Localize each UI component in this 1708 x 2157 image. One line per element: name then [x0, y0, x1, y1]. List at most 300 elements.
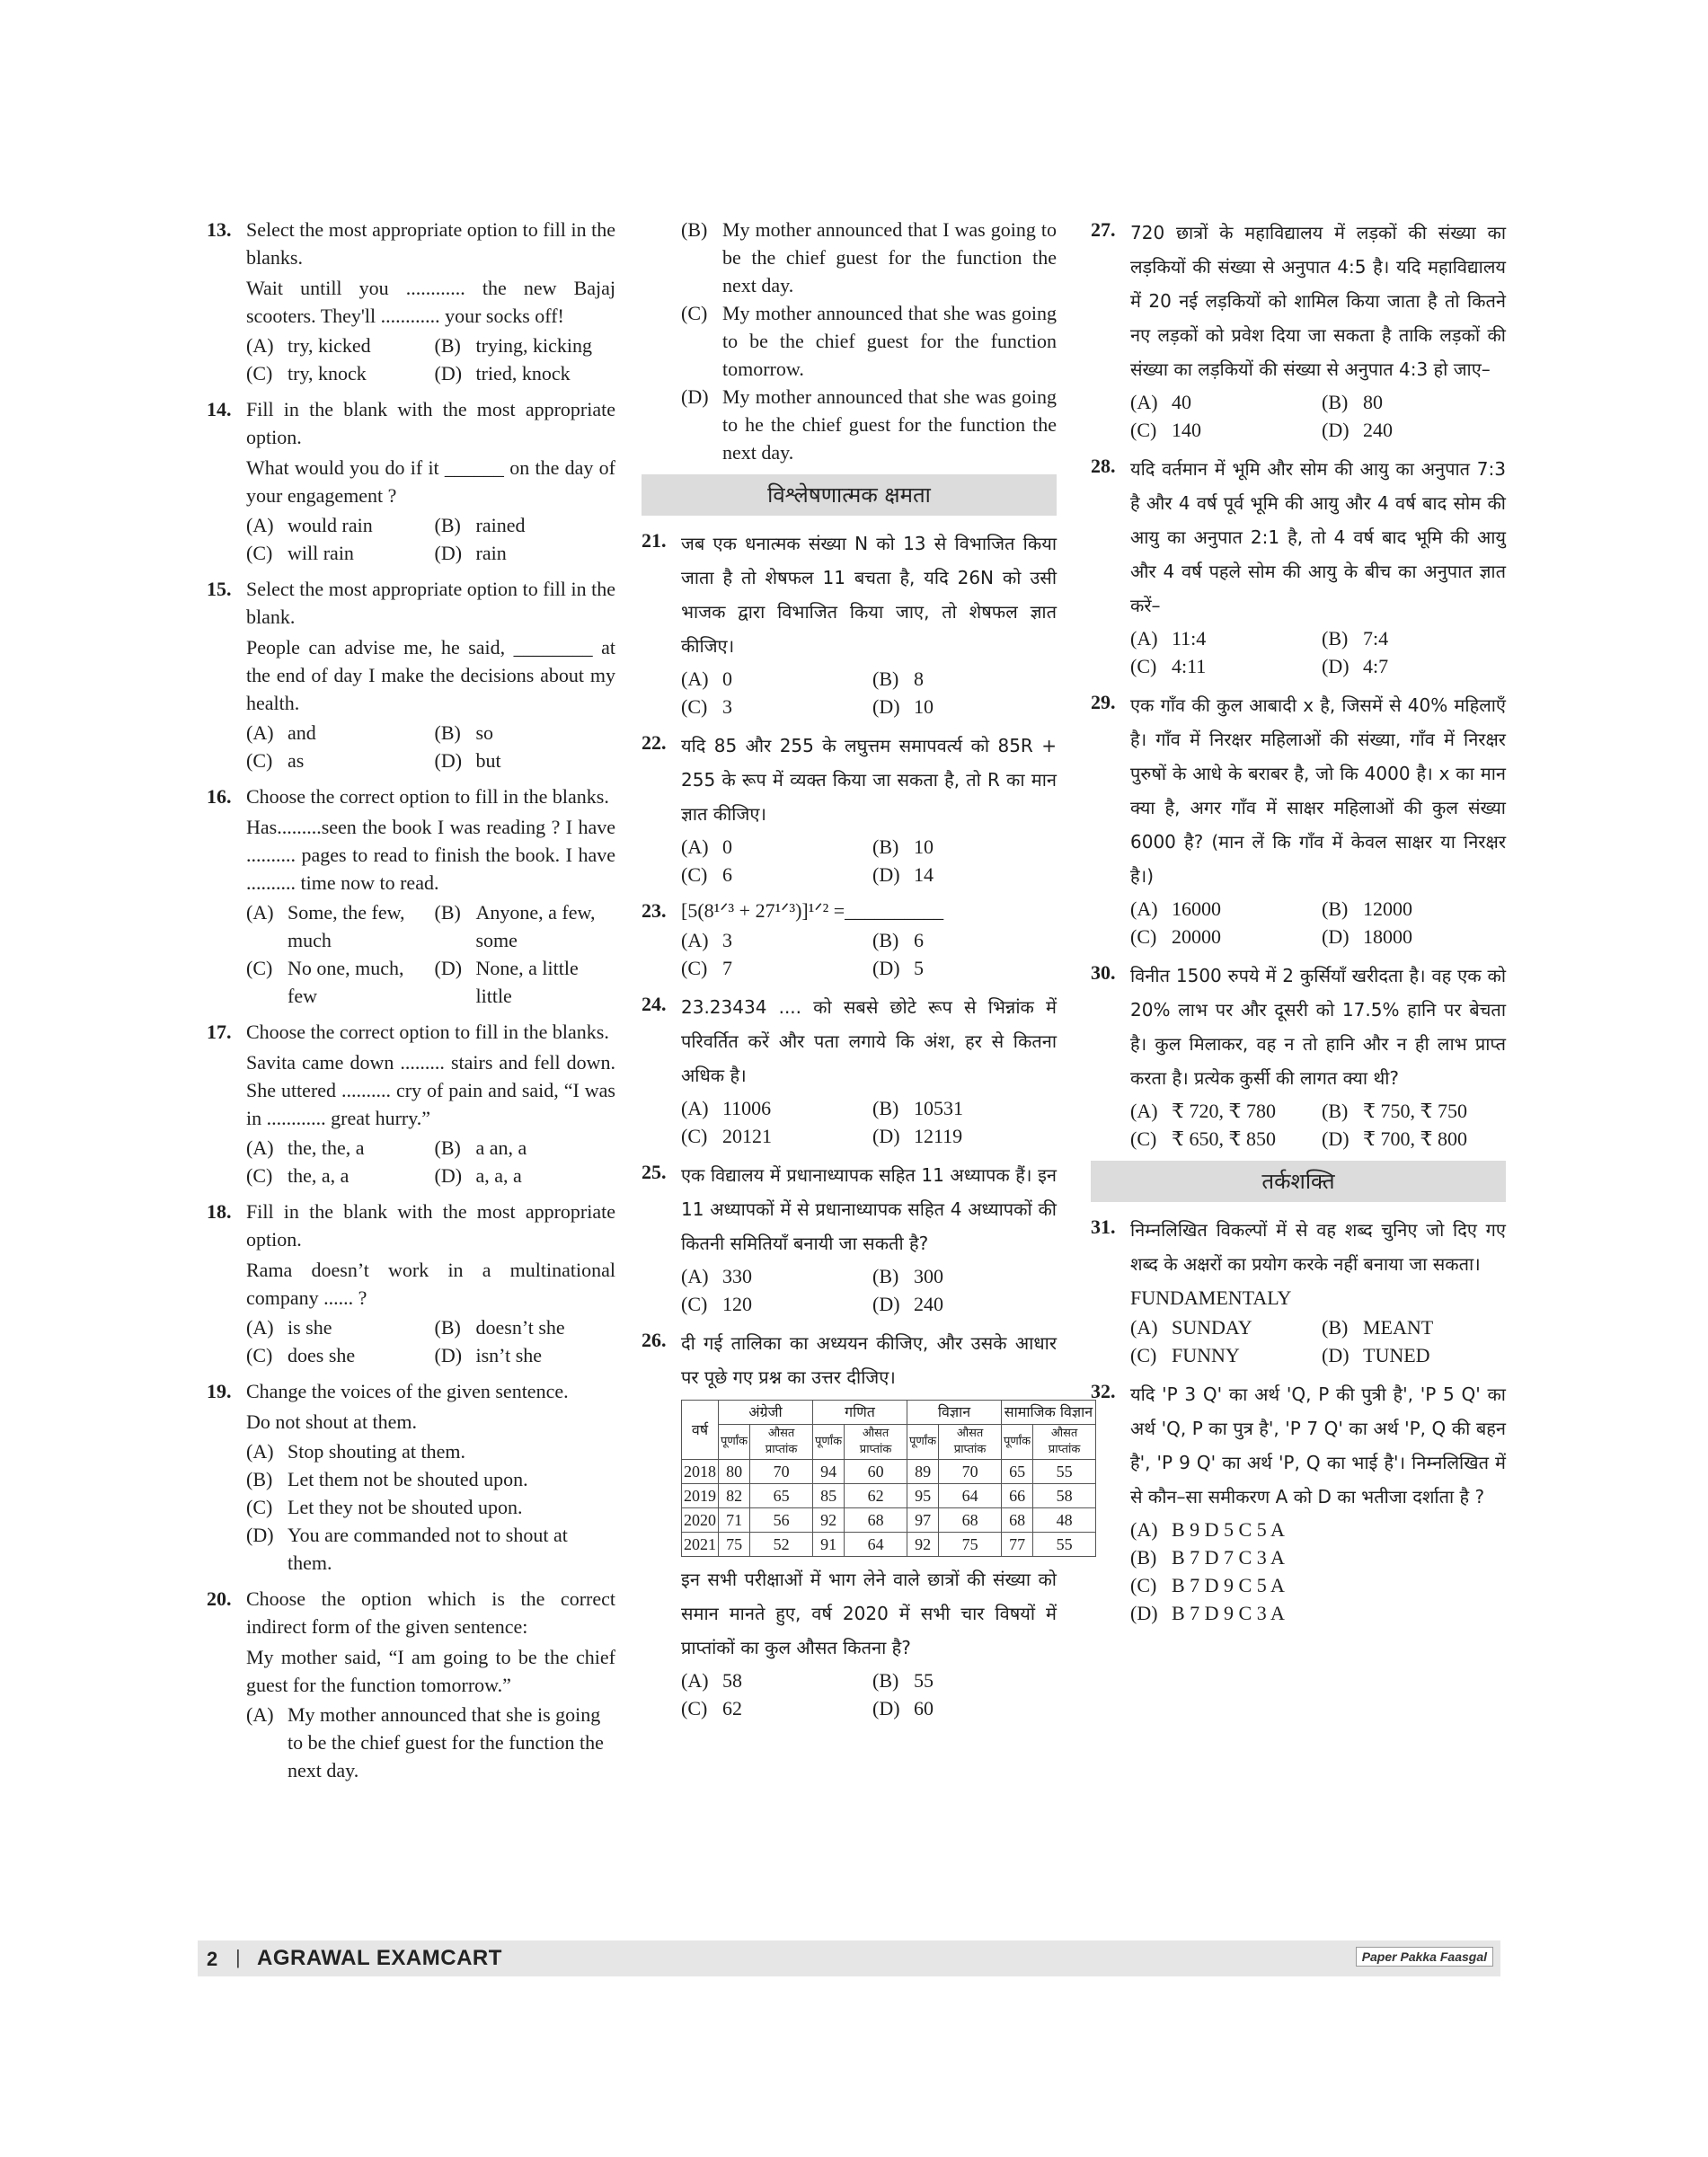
option-text: 10: [914, 835, 934, 858]
option-label: (C): [1130, 925, 1157, 948]
option-text: ₹ 700, ₹ 800: [1363, 1127, 1467, 1150]
option: [1322, 416, 1506, 444]
table-cell: 68: [845, 1508, 907, 1533]
option-text: My mother announced that she was going to he the chief guest for the function the next day.: [722, 385, 1057, 464]
table-cell: 62: [845, 1484, 907, 1508]
question-sentence: Has.........seen the book I was reading ? I have .......... pages to read to finish the book. I have .......... time now to read.: [246, 816, 615, 894]
question-15: [207, 575, 615, 774]
option-label: (C): [246, 749, 273, 772]
table-cell: 68: [939, 1508, 1002, 1533]
options-group: [681, 665, 1057, 720]
options-group: [246, 719, 615, 774]
option-text: 3: [722, 929, 732, 951]
column-2: [642, 216, 1093, 1730]
option-text: B 7 D 9 C 5 A: [1172, 1574, 1285, 1596]
option: [681, 861, 865, 888]
option-label: (D): [434, 957, 463, 979]
option: [1322, 895, 1506, 923]
table-cell: 77: [1002, 1533, 1033, 1557]
options-group: [681, 926, 1057, 982]
option: [1130, 652, 1314, 680]
option-text: Anyone, a few, some: [475, 901, 596, 951]
option-text: a, a, a: [475, 1164, 522, 1187]
option-label: (A): [1130, 1100, 1158, 1122]
table-cell: 85: [813, 1484, 845, 1508]
option-label: (C): [246, 362, 273, 385]
table-cell: 58: [1033, 1484, 1096, 1508]
options-group: [1130, 388, 1506, 444]
option-label: (A): [681, 1097, 709, 1119]
table-cell: 65: [1002, 1460, 1033, 1484]
option-text: ₹ 750, ₹ 750: [1363, 1100, 1467, 1122]
option-label: (A): [1130, 627, 1158, 650]
option-label: (B): [872, 667, 899, 690]
options-group: [246, 511, 615, 567]
option: [1322, 1341, 1506, 1369]
option-label: (B): [434, 721, 461, 744]
option-text: My mother announced that she is going to be the chief guest for the function the next day.: [288, 1703, 604, 1781]
option: [246, 1341, 428, 1369]
options-group: [1130, 624, 1506, 680]
column-1: [207, 216, 615, 1792]
option-label: (C): [681, 863, 708, 886]
option-text: None, a little little: [475, 957, 579, 1007]
option-text: Let they not be shouted upon.: [288, 1496, 523, 1518]
option-label: (A): [1130, 391, 1158, 413]
option-text: isn’t she: [475, 1344, 543, 1366]
option-text: 20000: [1172, 925, 1221, 948]
option: [681, 383, 1057, 466]
option: [435, 539, 616, 567]
option-text: try, knock: [288, 362, 367, 385]
question-sentence: What would you do if it ______ on the day of your engagement ?: [246, 456, 615, 507]
question-text: Select the most appropriate option to fill in the blank.: [246, 578, 615, 628]
option: [246, 747, 428, 774]
question-number: 20.: [207, 1587, 232, 1610]
table-cell: 48: [1033, 1508, 1096, 1533]
table-cell: 91: [813, 1533, 845, 1557]
option-text: 40: [1172, 391, 1191, 413]
table-cell: 65: [750, 1484, 813, 1508]
option: [435, 511, 616, 539]
question-text: Choose the correct option to fill in the blanks.: [246, 785, 609, 808]
question-number: 22.: [642, 731, 667, 754]
option: [1130, 1599, 1506, 1627]
option: [246, 1134, 428, 1162]
table-subject-header: सामाजिक विज्ञान: [1002, 1401, 1096, 1425]
option-text: 11006: [722, 1097, 772, 1119]
option-text: Stop shouting at them.: [288, 1440, 465, 1463]
option-label: (C): [1130, 419, 1157, 441]
marks-table: [681, 1400, 1096, 1557]
option: [872, 1122, 1057, 1150]
option: [246, 1162, 428, 1189]
question-32: [1091, 1377, 1506, 1627]
option: [435, 954, 616, 1010]
question-number: 15.: [207, 578, 232, 600]
options-group: [246, 1437, 615, 1577]
option-label: (D): [246, 1524, 274, 1546]
option: [681, 665, 865, 693]
question-number: 24.: [642, 993, 667, 1015]
option-text: You are commanded not to shout at them.: [288, 1524, 568, 1574]
option: [872, 1262, 1057, 1290]
option: [1130, 388, 1314, 416]
question-number: 29.: [1091, 691, 1116, 713]
option-text: will rain: [288, 542, 354, 564]
option-text: a an, a: [475, 1136, 527, 1159]
section-heading: तर्कशक्ति: [1091, 1161, 1506, 1202]
option-label: (D): [1322, 655, 1350, 677]
option: [872, 833, 1057, 861]
question-text: जब एक धनात्मक संख्या N को 13 से विभाजित किया जाता है तो शेषफल 11 बचता है, यदि 26N को उसी भाजक द्वारा विभाजित किया जाए, तो शेषफल ज्ञात कीजिए।: [681, 533, 1057, 657]
option-text: B 9 D 5 C 5 A: [1172, 1518, 1285, 1541]
table-subject-header: गणित: [813, 1401, 907, 1425]
question-23: [642, 897, 1057, 982]
option: [872, 926, 1057, 954]
option-text: FUNNY: [1172, 1344, 1240, 1366]
question-sentence: Rama doesn’t work in a multinational company ...... ?: [246, 1259, 615, 1309]
question-22: [642, 729, 1057, 888]
option: [1130, 416, 1314, 444]
option-label: (A): [1130, 897, 1158, 920]
option-text: 7:4: [1363, 627, 1389, 650]
table-cell: 68: [1002, 1508, 1033, 1533]
option-label: (C): [246, 957, 273, 979]
option: [246, 1465, 615, 1493]
table-cell: 75: [719, 1533, 750, 1557]
question-text: [5(8¹ᐟ³ + 27¹ᐟ³)]¹ᐟ² =__________: [681, 899, 944, 922]
question-number: 31.: [1091, 1216, 1116, 1238]
table-cell: 82: [719, 1484, 750, 1508]
option: [1130, 1097, 1314, 1125]
question-21: [642, 526, 1057, 720]
question-text: यदि 85 और 255 के लघुत्तम समापवर्त्य को 85R + 255 के रूप में व्यक्त किया जा सकता है, तो R का मान ज्ञात कीजिए।: [681, 735, 1057, 825]
option-label: (B): [1322, 627, 1349, 650]
table-cell: 60: [845, 1460, 907, 1484]
table-cell: 64: [939, 1484, 1002, 1508]
question-16: [207, 782, 615, 1010]
option-label: (D): [872, 695, 900, 718]
question-text: Select the most appropriate option to fill in the blanks.: [246, 218, 615, 269]
option-text: try, kicked: [288, 334, 371, 357]
option: [246, 332, 428, 359]
option-text: but: [475, 749, 501, 772]
table-sub-header: पूर्णांक: [1002, 1425, 1033, 1460]
table-cell: 2021: [682, 1533, 719, 1557]
footer-separator: |: [235, 1946, 241, 1968]
question-text: Change the voices of the given sentence.: [246, 1380, 569, 1402]
question-text: इन सभी परीक्षाओं में भाग लेने वाले छात्रों की संख्या को समान मानते हुए, वर्ष 2020 में सभी चार विषयों में प्राप्तांकों का कुल औसत कितना है?: [681, 1569, 1057, 1658]
question-text: यदि 'P 3 Q' का अर्थ 'Q, P की पुत्री है', 'P 5 Q' का अर्थ 'Q, P का पुत्र है', 'P 7 Q' का अर्थ 'P, Q की बहन है', 'P 9 Q' का अर्थ 'P, Q का भाई है'। निम्नलिखित में से कौन–सा समीकरण A को D का भतीजा दर्शाता है ?: [1130, 1383, 1506, 1507]
options-group: [1130, 1313, 1506, 1369]
option-text: 12000: [1363, 897, 1412, 920]
option: [681, 926, 865, 954]
option: [1322, 1125, 1506, 1153]
question-text: Choose the correct option to fill in the blanks.: [246, 1021, 609, 1043]
option: [246, 1701, 615, 1784]
option-label: (D): [1322, 1344, 1350, 1366]
options-group: [681, 833, 1057, 888]
table-subject-header: विज्ञान: [907, 1401, 1002, 1425]
option: [872, 954, 1057, 982]
option-text: 10531: [914, 1097, 963, 1119]
option-label: (A): [246, 1703, 274, 1726]
option-label: (B): [246, 1468, 273, 1490]
option: [681, 693, 865, 720]
option-text: trying, kicking: [475, 334, 593, 357]
option-text: 18000: [1363, 925, 1412, 948]
option-text: 55: [914, 1669, 934, 1692]
option-label: (A): [681, 835, 709, 858]
option: [246, 511, 428, 539]
question-text: Fill in the blank with the most appropriate option.: [246, 398, 615, 448]
options-group: [246, 332, 615, 387]
option: [435, 359, 616, 387]
option: [246, 898, 428, 954]
option: [1322, 1097, 1506, 1125]
option-text: 6: [914, 929, 924, 951]
option-label: (A): [681, 1265, 709, 1287]
table-cell: 55: [1033, 1533, 1096, 1557]
option: [435, 1341, 616, 1369]
option: [246, 1437, 615, 1465]
question-text: एक गाँव की कुल आबादी x है, जिसमें से 40% महिलाएँ है। गाँव में निरक्षर महिलाओं की संख्या, गाँव में निरक्षर पुरुषों के आधे के बराबर है, जो कि 4000 है। x का मान क्या है, अगर गाँव में साक्षर महिलाओं की कुल संख्या 6000 है? (मान लें कि गाँव में केवल साक्षर या निरक्षर है।): [1130, 694, 1506, 887]
section-heading: विश्लेषणात्मक क्षमता: [642, 474, 1057, 516]
table-sub-header: पूर्णांक: [907, 1425, 939, 1460]
question-30: [1091, 959, 1506, 1153]
question-number: 13.: [207, 218, 232, 241]
option-text: ₹ 720, ₹ 780: [1172, 1100, 1276, 1122]
table-row: [682, 1484, 1096, 1508]
question-number: 17.: [207, 1021, 232, 1043]
option-text: rain: [475, 542, 507, 564]
table-sub-header: पूर्णांक: [719, 1425, 750, 1460]
option-label: (C): [246, 1164, 273, 1187]
option: [681, 1290, 865, 1318]
question-14: [207, 395, 615, 567]
option: [872, 1094, 1057, 1122]
option-text: SUNDAY: [1172, 1316, 1252, 1339]
question-20-continued: [642, 216, 1057, 466]
option-text: 4:11: [1172, 655, 1207, 677]
option: [681, 1262, 865, 1290]
option-text: 60: [914, 1697, 934, 1719]
option-label: (A): [681, 929, 709, 951]
column-3: [1091, 216, 1506, 1635]
option-label: (D): [872, 863, 900, 886]
question-13: [207, 216, 615, 387]
table-sub-header: पूर्णांक: [813, 1425, 845, 1460]
table-sub-header: औसत प्राप्तांक: [1033, 1425, 1096, 1460]
table-row: [682, 1533, 1096, 1557]
table-cell: 2019: [682, 1484, 719, 1508]
option-text: 14: [914, 863, 934, 886]
option-label: (A): [1130, 1316, 1158, 1339]
option-text: 16000: [1172, 897, 1221, 920]
option-text: 10: [914, 695, 934, 718]
option-text: doesn’t she: [475, 1316, 565, 1339]
option: [246, 359, 428, 387]
option-text: Let them not be shouted upon.: [288, 1468, 528, 1490]
option-label: (C): [246, 1496, 273, 1518]
question-text: Choose the option which is the correct indirect form of the given sentence:: [246, 1587, 615, 1638]
option-text: as: [288, 749, 305, 772]
table-sub-header: औसत प्राप्तांक: [845, 1425, 907, 1460]
table-cell: 2018: [682, 1460, 719, 1484]
option-label: (B): [1322, 897, 1349, 920]
table-cell: 95: [907, 1484, 939, 1508]
option-label: (A): [246, 334, 274, 357]
option-label: (A): [246, 514, 274, 536]
option-label: (B): [434, 1316, 461, 1339]
option-label: (D): [434, 749, 463, 772]
question-20: [207, 1585, 615, 1784]
option-label: (B): [872, 835, 899, 858]
option: [681, 216, 1057, 299]
question-27: [1091, 216, 1506, 444]
option-text: 58: [722, 1669, 742, 1692]
option-label: (C): [1130, 1344, 1157, 1366]
question-number: 32.: [1091, 1380, 1116, 1402]
option-label: (D): [1322, 419, 1350, 441]
option-text: 300: [914, 1265, 943, 1287]
option-text: tried, knock: [475, 362, 571, 385]
option-text: 12119: [914, 1125, 963, 1147]
option: [681, 833, 865, 861]
table-cell: 56: [750, 1508, 813, 1533]
table-cell: 71: [719, 1508, 750, 1533]
table-cell: 70: [939, 1460, 1002, 1484]
option-label: (C): [246, 542, 273, 564]
options-group: [246, 1313, 615, 1369]
option-label: (D): [1130, 1602, 1158, 1624]
option-text: rained: [475, 514, 526, 536]
option-text: TUNED: [1363, 1344, 1430, 1366]
question-25: [642, 1158, 1057, 1318]
option: [246, 1493, 615, 1521]
question-28: [1091, 452, 1506, 680]
option-label: (C): [246, 1344, 273, 1366]
question-number: 21.: [642, 529, 667, 552]
option-text: 0: [722, 667, 732, 690]
option-text: the, a, a: [288, 1164, 350, 1187]
option: [1130, 1543, 1506, 1571]
option-text: 330: [722, 1265, 752, 1287]
option: [435, 1313, 616, 1341]
option-label: (B): [1130, 1546, 1157, 1569]
option: [681, 1094, 865, 1122]
table-cell: 94: [813, 1460, 845, 1484]
question-number: 16.: [207, 785, 232, 808]
table-cell: 92: [907, 1533, 939, 1557]
option-label: (B): [872, 1265, 899, 1287]
options-group: [681, 1094, 1057, 1150]
options-group: [1130, 1516, 1506, 1627]
table-cell: 80: [719, 1460, 750, 1484]
table-year-header: वर्ष: [682, 1401, 719, 1460]
options-group: [681, 1666, 1057, 1722]
option-text: the, the, a: [288, 1136, 365, 1159]
option-label: (D): [434, 542, 463, 564]
option: [1130, 1516, 1506, 1543]
option-label: (B): [1322, 391, 1349, 413]
table-cell: 70: [750, 1460, 813, 1484]
options-group: [1130, 1097, 1506, 1153]
option-label: (C): [1130, 655, 1157, 677]
option: [435, 332, 616, 359]
question-text: 720 छात्रों के महाविद्यालय में लड़कों की संख्या का लड़कियों की संख्या से अनुपात 4:5 है। यदि महाविद्यालय में 20 नई लड़कियों को शामिल किया जाता है तो कितने नए लड़कों को प्रवेश दिया जा सकता है ताकि लड़कों की संख्या का लड़कियों की संख्या से अनुपात 4:3 हो जाए–: [1130, 222, 1506, 380]
question-sentence: Wait untill you ............ the new Bajaj scooters. They'll ............ your socks off!: [246, 277, 615, 327]
option-text: No one, much, few: [288, 957, 404, 1007]
option: [681, 954, 865, 982]
question-sentence: Savita came down ......... stairs and fell down. She uttered .......... cry of pain and said, “I was in ............ great hurry.”: [246, 1051, 615, 1129]
question-number: 28.: [1091, 455, 1116, 477]
option-text: 120: [722, 1293, 752, 1315]
option: [246, 719, 428, 747]
option-text: 6: [722, 863, 732, 886]
table-cell: 66: [1002, 1484, 1033, 1508]
option-text: so: [475, 721, 494, 744]
option-label: (A): [246, 721, 274, 744]
option: [1322, 652, 1506, 680]
table-sub-header: औसत प्राप्तांक: [750, 1425, 813, 1460]
question-text: विनीत 1500 रुपये में 2 कुर्सियाँ खरीदता है। वह एक को 20% लाभ पर और दूसरी को 17.5% हानि पर बेचता है। कुल मिलाकर, वह न तो हानि और न ही लाभ प्राप्त करता है। प्रत्येक कुर्सी की लागत क्या थी?: [1130, 965, 1506, 1089]
option-label: (B): [434, 901, 461, 924]
question-text: यदि वर्तमान में भूमि और सोम की आयु का अनुपात 7:3 है और 4 वर्ष पूर्व भूमि की आयु और 4 वर्ष बाद सोम की आयु का अनुपात 2:1 है, तो 4 वर्ष बाद भूमि की आयु और 4 वर्ष पहले सोम की आयु के बीच का अनुपात ज्ञात करें–: [1130, 458, 1506, 616]
option-label: (C): [1130, 1127, 1157, 1150]
option-text: Some, the few, much: [288, 901, 405, 951]
option-label: (D): [434, 1344, 463, 1366]
option: [872, 1290, 1057, 1318]
option-label: (B): [872, 1097, 899, 1119]
option-text: does she: [288, 1344, 356, 1366]
options-group: [246, 1134, 615, 1189]
option-label: (A): [246, 901, 274, 924]
option: [1130, 1341, 1314, 1369]
option-text: would rain: [288, 514, 373, 536]
option-label: (C): [681, 695, 708, 718]
option-label: (D): [1322, 1127, 1350, 1150]
question-19: [207, 1377, 615, 1577]
option: [872, 1666, 1057, 1694]
option-label: (C): [681, 957, 708, 979]
option-text: B 7 D 7 C 3 A: [1172, 1546, 1285, 1569]
table-row: [682, 1460, 1096, 1484]
table-subject-header: अंग्रेजी: [719, 1401, 813, 1425]
option-label: (B): [681, 218, 708, 241]
question-sentence: Do not shout at them.: [246, 1410, 418, 1433]
question-17: [207, 1018, 615, 1189]
option-label: (C): [1130, 1574, 1157, 1596]
question-number: 27.: [1091, 218, 1116, 241]
table-cell: 52: [750, 1533, 813, 1557]
option-text: 5: [914, 957, 924, 979]
option: [872, 1694, 1057, 1722]
option-label: (D): [434, 362, 463, 385]
question-number: 19.: [207, 1380, 232, 1402]
option-label: (A): [681, 1669, 709, 1692]
option-text: 3: [722, 695, 732, 718]
option-text: My mother announced that she was going to be the chief guest for the function tomorrow.: [722, 302, 1057, 380]
option-label: (A): [681, 667, 709, 690]
option: [1130, 1571, 1506, 1599]
question-sentence: My mother said, “I am going to be the chief guest for the function tomorrow.”: [246, 1646, 615, 1696]
option-text: 7: [722, 957, 732, 979]
option-label: (B): [1322, 1100, 1349, 1122]
table-cell: 97: [907, 1508, 939, 1533]
option: [246, 954, 428, 1010]
